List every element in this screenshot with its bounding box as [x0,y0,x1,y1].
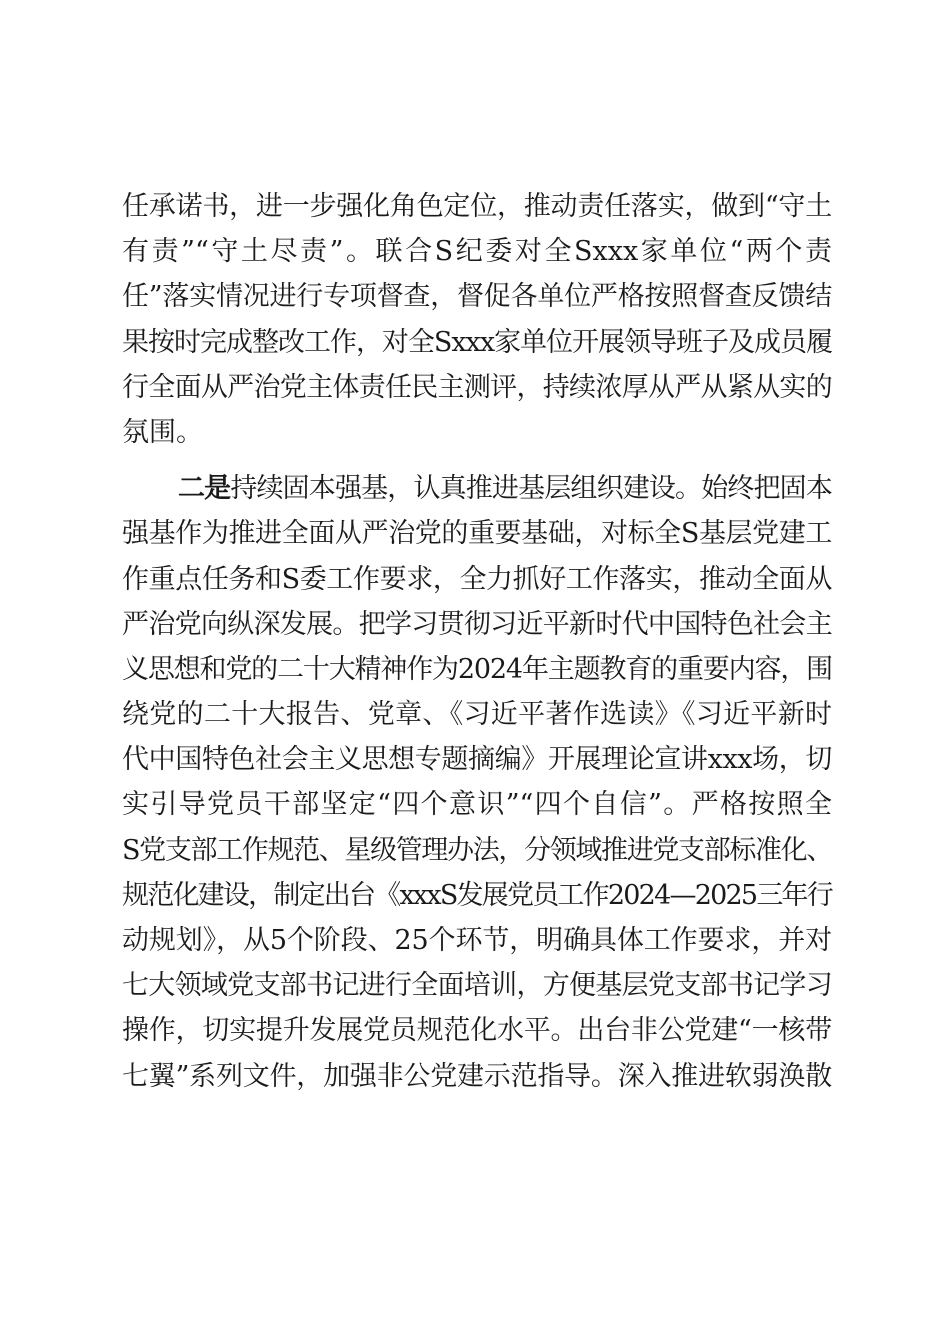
text-line: 操作，切实提升发展党员规范化水平。出台非公党建“一核带 [122,1015,832,1047]
text-line: 七大领域党支部书记进行全面培训，方便基层党支部书记学习 [122,970,832,1002]
text-line: 代中国特色社会主义思想专题摘编》开展理论宣讲xxx场，切 [122,744,832,776]
paragraph-spacer [122,455,832,466]
text-line: 行全面从严治党主体责任民主测评，持续浓厚从严从紧从实的 [122,371,832,403]
text-line: 严治党向纵深发展。把学习贯彻习近平新时代中国特色社会主 [122,608,832,640]
text-line: 实引导党员干部坚定“四个意识”“四个自信”。严格按照全 [122,789,832,821]
text-line: 作重点任务和S委工作要求，全力抓好工作落实，推动全面从 [122,563,832,595]
paragraph-1 [122,184,832,455]
text-line [122,466,832,511]
text-line: 七翼”系列文件，加强非公党建示范指导。深入推进软弱涣散 [122,1060,832,1092]
paragraph-2 [122,466,832,1099]
text-line: 义思想和党的二十大精神作为2024年主题教育的重要内容，围 [122,653,832,685]
paragraph-lead: 二是 [178,473,231,505]
text-line: 规范化建设，制定出台《xxxS发展党员工作2024—2025三年行 [122,879,832,911]
text-line: S党支部工作规范、星级管理办法，分领域推进党支部标准化、 [122,834,832,866]
paragraph-lead-rest: 持续固本强基，认真推进基层组织建设。始终把固本 [230,473,833,505]
text-line: 绕党的二十大报告、党章、《习近平著作选读》《习近平新时 [122,699,832,731]
text-line: 有责”“守土尽责”。联合S纪委对全Sxxx家单位“两个责 [122,236,832,268]
text-line: 氛围。 [122,416,203,448]
document-body [122,184,832,1099]
text-line: 果按时完成整改工作，对全Sxxx家单位开展领导班子及成员履 [122,326,832,358]
text-line: 任承诺书，进一步强化角色定位，推动责任落实，做到“守土 [122,191,832,222]
text-line: 动规划》，从5个阶段、25个环节，明确具体工作要求，并对 [122,925,832,956]
text-line: 任”落实情况进行专项督查，督促各单位严格按照督查反馈结 [122,281,832,313]
text-line: 强基作为推进全面从严治党的重要基础，对标全S基层党建工 [122,518,832,550]
